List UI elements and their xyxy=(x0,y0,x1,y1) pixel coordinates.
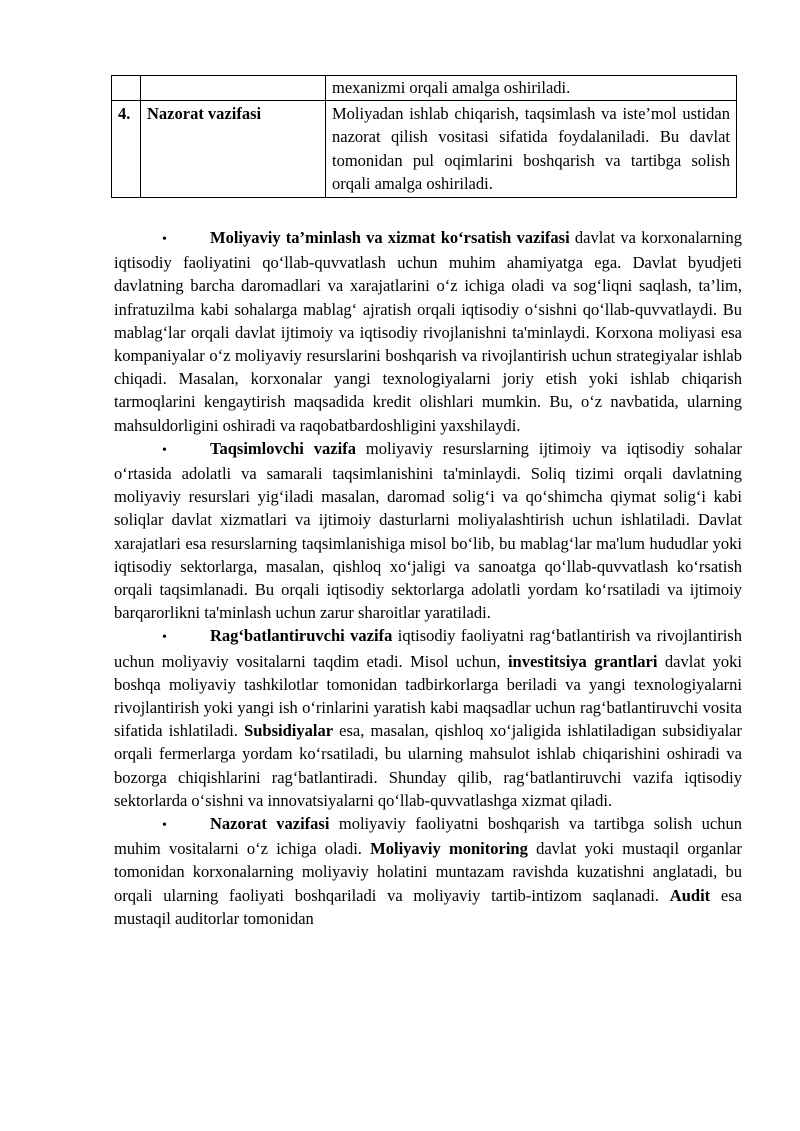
functions-table xyxy=(111,75,737,198)
paragraph-heading: Nazorat vazifasi xyxy=(210,814,330,834)
paragraph-term: Moliyaviy monitoring xyxy=(370,839,528,859)
paragraph-heading: Moliyaviy ta’minlash va xizmat ko‘rsatish vazifasi xyxy=(210,228,570,247)
paragraph-control xyxy=(114,812,742,930)
paragraph-text: iqtisodiy faoliyatni rag‘batlantirish va rivojlantirish uchun moliyaviy vositalarni taqdim etadi. Misol uchun, xyxy=(114,626,742,671)
row-number-cell xyxy=(112,76,141,101)
row-number-cell: 4. xyxy=(112,100,141,197)
row-description-cell: mexanizmi orqali amalga oshiriladi. xyxy=(326,76,737,101)
body-text xyxy=(114,226,742,930)
paragraph-text: moliyaviy resurslarning ijtimoiy va iqtisodiy sohalar o‘rtasida adolatli va samarali taqsimlanishini ta'minlaydi. Soliq tizimi orqali davlatning moliyaviy resurslari yig‘iladi masalan, daromad solig‘i va qo‘shimcha qiymat solig‘i kabi soliqlar davlat xizmatlari va ijtimoiy dasturlarni moliyalashtirish uchun ishlatiladi. Davlat xarajatlari esa resurslarning taqsimlanishiga misol bo‘lib, bu mablag‘lar ma'lum hududlar yoki iqtisodiy sektorlarga, masalan, qishloq xo‘jaligi va sanoatga qo‘llab-quvvatlash ko‘rsatish orqali taqsimlanadi. Bu orqali iqtisodiy sektorlarga adolatli yordam ko‘rsatiladi va ijtimoiy barqarorlikni ta'minlash uchun zarur sharoitlar yaratiladi. xyxy=(114,438,742,623)
bullet-marker: • xyxy=(162,630,167,646)
paragraph-term: Subsidiyalar xyxy=(244,721,334,741)
row-name-cell: Nazorat vazifasi xyxy=(141,100,326,197)
table-row xyxy=(112,76,737,101)
paragraph-financing xyxy=(114,226,742,437)
paragraph-text: davlat yoki mustaqil organlar tomonidan korxonalarning moliyaviy holatini muntazam ravishda kuzatishni anglatadi, bu orqali ularning faoliyati boshqariladi va moliyaviy tartib-intizom saqlanadi. xyxy=(114,839,743,905)
paragraph-text: moliyaviy faoliyatni boshqarish va tartibga solish uchun muhim vositalarni o‘z ichiga oladi. xyxy=(114,814,743,859)
bullet-marker: • xyxy=(162,232,167,247)
paragraph-stimulating xyxy=(114,624,742,812)
paragraph-term: investitsiya grantlari xyxy=(507,651,658,671)
paragraph-text: esa mustaqil auditorlar tomonidan xyxy=(114,885,742,928)
paragraph-heading: Rag‘batlantiruvchi vazifa xyxy=(210,626,393,646)
paragraph-heading: Taqsimlovchi vazifa xyxy=(210,438,356,458)
paragraph-text: esa, masalan, qishloq xo‘jaligida ishlatiladigan subsidiyalar orqali fermerlarga yordam ko‘rsatiladi, bu ularning mahsulot ishlab chiqarishini oshiradi va bozorga chiqishlarini rag‘batlantiradi. Shunday qilib, rag‘batlantiruvchi vazifa iqtisodiy sektorlarda o‘sishni va innovatsiyalarni qo‘llab-quvvatlashga xizmat qiladi. xyxy=(114,721,742,810)
paragraph-text: davlat va korxonalarning iqtisodiy faoliyatini qo‘llab-quvvatlash uchun muhim ahamiyatga ega. Davlat byudjeti davlatning barcha daromadlari va xarajatlarini o‘z ichiga oladi va sog‘liqni saqlash, ta’lim, infratuzilma kabi sohalarga mablag‘ ajratish orqali iqtisodiy o‘sishni qo‘llab-quvvatlaydi. Bu mablag‘lar orqali davlat ijtimoiy va iqtisodiy rivojlanishni ta'minlaydi. Korxona moliyasi esa kompaniyalar o‘z moliyaviy resurslarini boshqarish va rivojlantirish uchun strategiyalar ishlab chiqadi. Masalan, korxonalar yangi texnologiyalarni joriy etish yoki ishlab chiqarish tarmoqlarini kengaytirish maqsadida kredit olishlari mumkin. Bu, o‘z navbatida, ularning mahsuldorligini oshiradi va raqobatbardoshligini yaxshilaydi. xyxy=(114,228,742,435)
row-name-cell xyxy=(141,76,326,101)
paragraph-text: davlat yoki boshqa moliyaviy tashkilotlar tomonidan tadbirkorlarga beriladi va yangi texnologiyalarni rivojlantirish yoki yangi ish o‘rinlarini yaratish kabi maqsadlar uchun rag‘batlantiruvchi vosita sifatida ishlatiladi. xyxy=(114,651,742,741)
bullet-marker: • xyxy=(162,818,167,834)
paragraph-term: Audit xyxy=(669,885,711,905)
table-row xyxy=(112,100,737,197)
bullet-marker: • xyxy=(162,442,167,458)
row-description-cell: Moliyadan ishlab chiqarish, taqsimlash va iste’mol ustidan nazorat qilish vositasi sifatida foydalaniladi. Bu davlat tomonidan pul oqimlarini boshqarish va tartibga solish orqali amalga oshiriladi. xyxy=(326,100,737,197)
paragraph-distribution xyxy=(114,437,742,625)
